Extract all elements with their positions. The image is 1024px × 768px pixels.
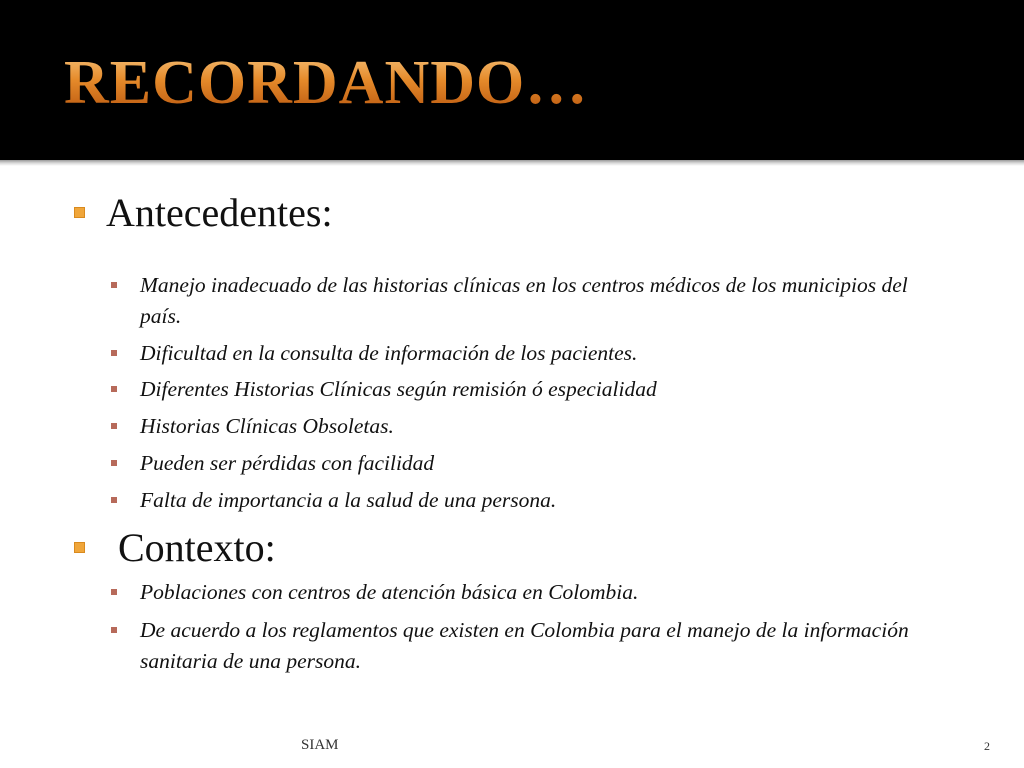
square-bullet-icon [111,350,117,356]
square-bullet-icon [74,542,85,553]
title-band [0,0,1024,160]
list-item-text: Manejo inadecuado de las historias clínicas en los centros médicos de los municipios del país. [140,273,908,328]
list-item [111,577,951,608]
page-number: 2 [984,739,990,753]
list-item [111,270,951,332]
footer-label: SIAM [301,737,339,753]
list-item-text: Falta de importancia a la salud de una persona. [140,488,557,512]
list-item [111,485,951,516]
list-item-text: Poblaciones con centros de atención básica en Colombia. [140,580,639,604]
list-item [111,615,951,677]
list-item-text: Dificultad en la consulta de información de los pacientes. [140,341,638,365]
square-bullet-icon [111,282,117,288]
square-bullet-icon [111,627,117,633]
section-heading-label: Contexto: [118,525,276,570]
list-item-text: Historias Clínicas Obsoletas. [140,414,394,438]
list-item-text: Pueden ser pérdidas con facilidad [140,451,435,475]
title-divider [0,160,1024,166]
square-bullet-icon [111,589,117,595]
square-bullet-icon [111,460,117,466]
list-item [111,338,951,369]
section-heading-label: Antecedentes: [106,190,333,235]
list-item [111,448,951,479]
square-bullet-icon [111,423,117,429]
square-bullet-icon [111,497,117,503]
list-item [111,374,951,405]
list-item [111,411,951,442]
square-bullet-icon [74,207,85,218]
slide-title: RECORDANDO… [64,49,589,117]
list-item-text: De acuerdo a los reglamentos que existen en Colombia para el manejo de la información sanitaria de una persona. [140,618,909,673]
square-bullet-icon [111,386,117,392]
list-item-text: Diferentes Historias Clínicas según remisión ó especialidad [140,377,657,401]
